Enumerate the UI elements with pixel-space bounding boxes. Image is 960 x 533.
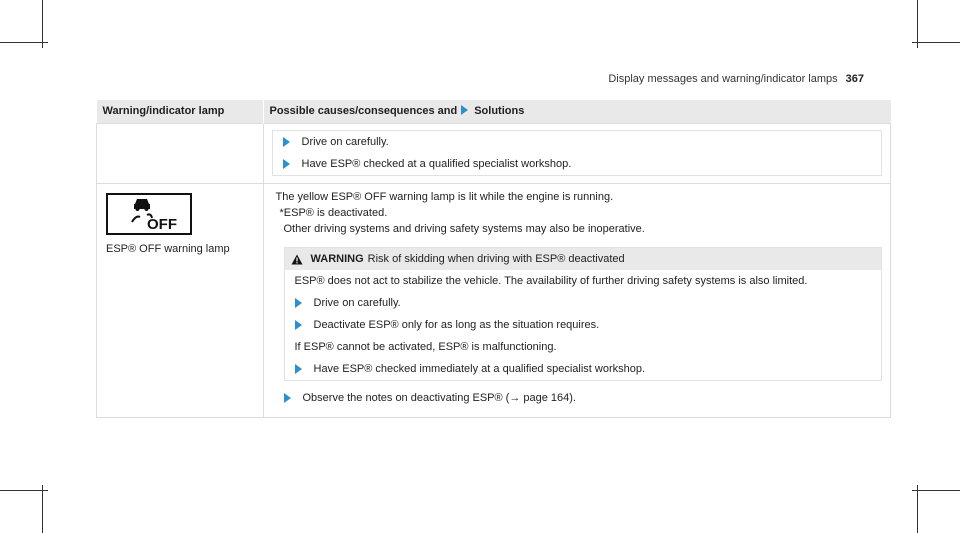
consequence-text: Other driving systems and driving safety systems may also be inoperative. bbox=[283, 223, 645, 235]
crop-mark bbox=[917, 485, 918, 533]
header-lamp: Warning/indicator lamp bbox=[97, 100, 264, 124]
page-number: 367 bbox=[845, 73, 864, 85]
arrow-right-icon bbox=[295, 364, 302, 374]
warning-condition: If ESP® cannot be activated, ESP® is malfunctioning. bbox=[294, 341, 557, 353]
crop-mark bbox=[0, 490, 48, 491]
warning-heading bbox=[285, 248, 882, 270]
esp-off-lamp-icon bbox=[106, 193, 192, 235]
list-item: Drive on carefully. bbox=[273, 131, 882, 153]
header-causes: Possible causes/consequences and Solutions bbox=[263, 100, 891, 124]
causes-cell bbox=[263, 184, 891, 418]
arrow-right-icon bbox=[283, 137, 290, 147]
warning-box bbox=[284, 247, 883, 381]
arrow-right-icon bbox=[284, 393, 291, 403]
solution-box bbox=[272, 130, 883, 176]
crop-mark bbox=[42, 485, 43, 533]
list-item: Observe the notes on deactivating ESP® (→ page 164). bbox=[264, 387, 891, 409]
arrow-right-icon bbox=[461, 105, 468, 115]
arrow-right-icon bbox=[295, 298, 302, 308]
solutions-cell bbox=[263, 124, 891, 184]
page-header-title: Display messages and warning/indicator lamps bbox=[608, 73, 838, 85]
list-item: Have ESP® checked immediately at a qualified specialist workshop. bbox=[285, 358, 882, 380]
warning-lamp-table bbox=[96, 100, 891, 418]
table-row bbox=[97, 124, 891, 184]
warning-triangle-icon bbox=[291, 254, 303, 265]
list-item: Drive on carefully. bbox=[285, 292, 882, 314]
warning-text: ESP® does not act to stabilize the vehicle. The availability of further driving safety systems is also limited. bbox=[294, 275, 808, 287]
lamp-off-text: OFF bbox=[147, 216, 177, 233]
list-item: Deactivate ESP® only for as long as the situation requires. bbox=[285, 314, 882, 336]
warning-label: WARNING bbox=[310, 253, 364, 265]
intro-text: The yellow ESP® OFF warning lamp is lit while the engine is running. bbox=[275, 191, 614, 203]
warning-heading-text: Risk of skidding when driving with ESP® deactivated bbox=[367, 253, 625, 265]
arrow-right-icon bbox=[295, 320, 302, 330]
crop-mark bbox=[42, 0, 43, 48]
lamp-caption: ESP® OFF warning lamp bbox=[106, 243, 230, 255]
crop-mark bbox=[0, 42, 48, 43]
crop-mark bbox=[917, 0, 918, 48]
cause-text: *ESP® is deactivated. bbox=[279, 207, 388, 219]
crop-mark bbox=[912, 42, 960, 43]
table-header-row bbox=[97, 100, 891, 124]
list-item: Have ESP® checked at a qualified specialist workshop. bbox=[273, 153, 882, 175]
page-header bbox=[608, 73, 864, 85]
arrow-right-icon bbox=[283, 159, 290, 169]
lamp-cell-empty bbox=[97, 124, 264, 184]
lamp-cell bbox=[97, 184, 264, 418]
crop-mark bbox=[912, 490, 960, 491]
skidding-car-icon bbox=[108, 195, 190, 233]
table-row bbox=[97, 184, 891, 418]
